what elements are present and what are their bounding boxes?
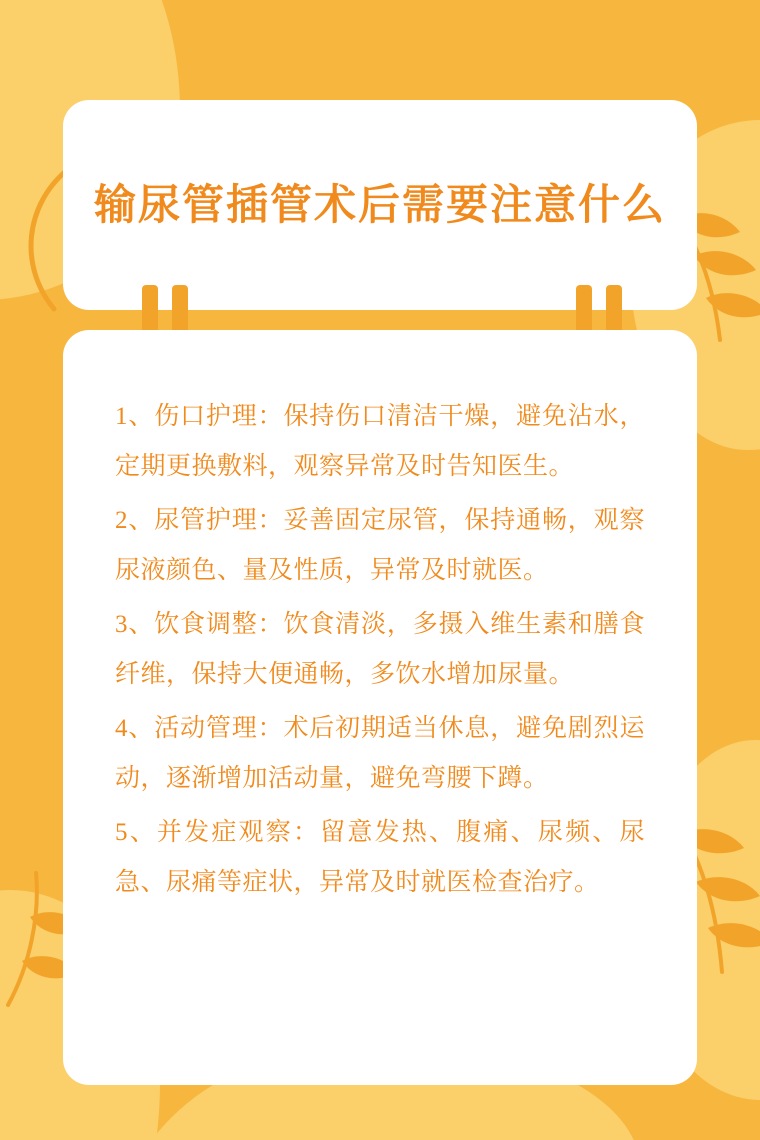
list-item: 3、饮食调整：饮食清淡，多摄入维生素和膳食纤维，保持大便通畅，多饮水增加尿量。	[115, 611, 645, 688]
list-item: 5、并发症观察：留意发热、腹痛、尿频、尿急、尿痛等症状，异常及时就医检查治疗。	[115, 819, 645, 896]
page-title: 输尿管插管术后需要注意什么	[93, 180, 666, 228]
list-item: 4、活动管理：术后初期适当休息，避免剧烈运动，逐渐增加活动量，避免弯腰下蹲。	[115, 715, 645, 792]
title-card	[63, 100, 697, 310]
content-card	[63, 330, 697, 1085]
list-item: 1、伤口护理：保持伤口清洁干燥，避免沾水，定期更换敷料，观察异常及时告知医生。	[115, 403, 645, 480]
list-item: 2、尿管护理：妥善固定尿管，保持通畅，观察尿液颜色、量及性质，异常及时就医。	[115, 507, 645, 584]
